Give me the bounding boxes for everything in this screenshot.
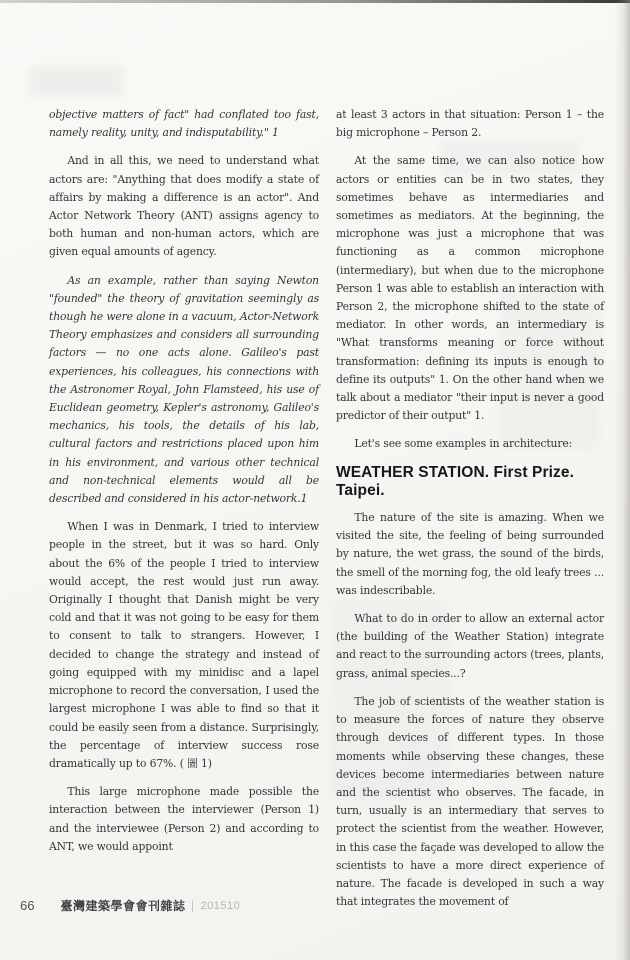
body-paragraph: This large microphone made possible the interaction between the interviewer (Person 1) and the interviewee (Person 2) and according to ANT, we would appoint	[49, 785, 319, 853]
body-paragraph: The job of scientists of the weather station is to measure the forces of nature they observe through devices of different types. In those moments while observing these changes, these devices become intermediaries between nature and the scientist who observes. The facade, in turn, usually is an intermediary that serves to protect the scientist from the weather. However, in this case the façade was developed to allow the scientists to have a more direct experience of nature. The facade is developed in such a way that integrates the movement of	[336, 694, 604, 909]
quote-continuation-paragraph: objective matters of fact" had conflated too fast, namely reality, unity, and indisputability." 1	[49, 108, 319, 140]
section-heading: WEATHER STATION. First Prize. Taipei.	[336, 463, 574, 499]
body-paragraph: When I was in Denmark, I tried to interview people in the street, but it was so hard. Only about the 6% of the people I tried to interview would accept, the rest would just run away. Originally I thought that Danish might be very cold and that it was not going to be easy for them to consent to talk to strangers. However, I decided to change the strategy and instead of going equipped with my minidisc and a lapel microphone to record the conversation, I used the largest microphone I was able to find so that it could be easily seen from a distance. Surprisingly, the percentage of interview success rose dramatically up to 67%. ( 圖 1)	[49, 520, 319, 770]
continuation-paragraph: at least 3 actors in that situation: Person 1 – the big microphone – Person 2.	[336, 108, 604, 140]
scan-edge-top	[0, 0, 630, 3]
page-number: 66	[20, 898, 35, 913]
quote-paragraph: As an example, rather than saying Newton "founded" the theory of gravitation seemingly as though he were alone in a vacuum, Actor-Network Theory emphasizes and considers all surrounding factors — no one acts alone. Galileo's past experiences, his colleagues, his connections with the Astronomer Royal, John Flamsteed, his use of Euclidean geometry, Kepler's astronomy, Galileo's mechanics, his tools, the details of his lab, cultural factors and restrictions placed upon him in his environment, and various other technical and non-technical elements would all be described and considered in his actor-network.1	[49, 273, 319, 506]
left-column	[49, 106, 319, 866]
body-paragraph: The nature of the site is amazing. When we visited the site, the feeling of being surrounded by nature, the wet grass, the sound of the birds, the smell of the morning fog, the old leafy trees ... was indescribable.	[336, 511, 604, 597]
body-paragraph: And in all this, we need to understand what actors are: "Anything that does modify a state of affairs by making a difference is an actor". And Actor Network Theory (ANT) assigns agency to both human and non-human actors, which are given equal amounts of agency.	[49, 154, 319, 259]
ink-bleed-artifact	[28, 66, 124, 96]
page-footer	[20, 897, 240, 914]
issue-number: 201510	[192, 900, 240, 912]
body-paragraph: What to do in order to allow an external actor (the building of the Weather Station) integrate and react to the surrounding actors (trees, plants, grass, animal species...?	[336, 612, 604, 680]
body-paragraph: At the same time, we can also notice how actors or entities can be in two states, they sometimes behave as intermediaries and sometimes as mediators. At the beginning, the microphone was just a microphone that was functioning as a common microphone (intermediary), but when due to the microphone Person 1 was able to establish an interaction with Person 2, the microphone shifted to the state of mediator. In other words, an intermediary is "What transforms meaning or force without transformation: defining its inputs is enough to define its outputs" 1. On the other hand when we talk about a mediator "their input is never a good predictor of their output" 1.	[336, 154, 604, 423]
scan-edge-right	[614, 0, 630, 960]
journal-title: 臺灣建築學會會刊雜誌	[60, 899, 186, 913]
right-column	[336, 106, 604, 921]
body-paragraph: Let's see some examples in architecture:	[354, 437, 573, 451]
